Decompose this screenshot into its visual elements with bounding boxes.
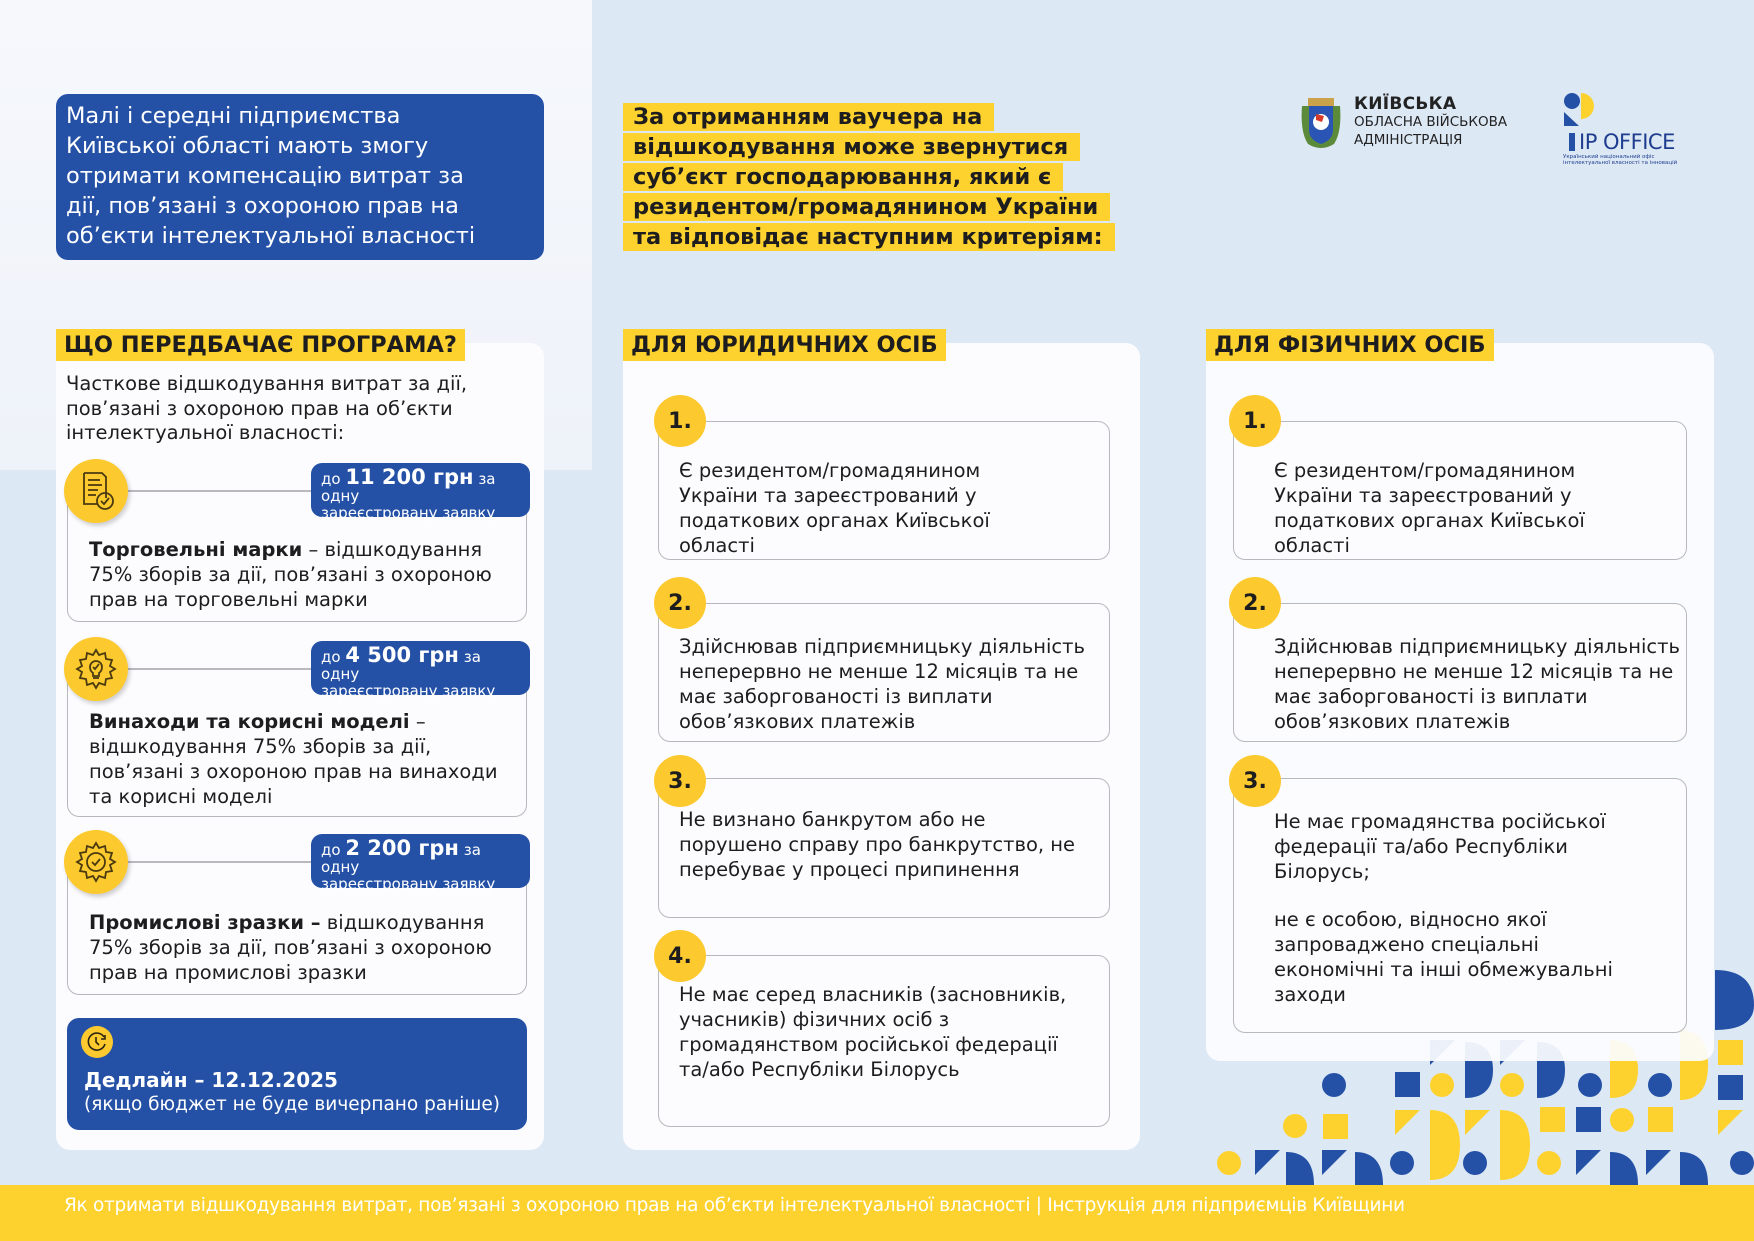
criterion-text: Не має серед власників (засновників, учасників) фізичних осіб з громадянством російської федерації та/або Республіки Білорусь bbox=[679, 983, 1067, 1081]
amount-badge bbox=[311, 641, 530, 700]
program-title: ЩО ПЕРЕДБАЧАЄ ПРОГРАМА? bbox=[56, 329, 465, 361]
intro-line: отримати компенсацію витрат за bbox=[66, 163, 464, 189]
connector-line bbox=[128, 861, 318, 863]
number-badge: 3. bbox=[1229, 755, 1281, 807]
amount-suffix: за одну bbox=[321, 470, 496, 505]
amount-value: 11 200 грн bbox=[345, 465, 474, 489]
ip-office-mark-icon bbox=[1563, 92, 1603, 132]
program-lead: Часткове відшкодування витрат за дії, пов’язані з охороною прав на об’єкти інтелектуальної власності: bbox=[66, 372, 468, 444]
document-check-icon bbox=[64, 459, 128, 523]
ip-card-desc: – відшкодування 75% зборів за дії, пов’язані з охороною прав на винаходи та корисні моделі bbox=[89, 710, 498, 808]
criterion-card bbox=[1233, 603, 1687, 742]
ip-card-desc: відшкодування 75% зборів за дії, пов’язані з охороною прав на промислові зразки bbox=[89, 911, 492, 984]
intro-line: Київської області мають змогу bbox=[66, 133, 429, 159]
individual-title: ДЛЯ ФІЗИЧНИХ ОСІБ bbox=[1206, 329, 1494, 361]
number-badge: 1. bbox=[654, 395, 706, 447]
criterion-card bbox=[658, 421, 1110, 560]
criterion-text: Здійснював підприємницьку діяльність неперервно не менше 12 місяців та не має заборгованості із виплати обов’язкових платежів bbox=[679, 635, 1085, 733]
criterion-card bbox=[658, 603, 1110, 742]
amount-suffix: за одну bbox=[321, 648, 481, 683]
clock-icon bbox=[81, 1026, 113, 1058]
intro-box bbox=[56, 94, 544, 260]
amount-value: 2 200 грн bbox=[345, 836, 459, 860]
footer-bar bbox=[0, 1185, 1754, 1241]
number-badge: 4. bbox=[654, 930, 706, 982]
gear-check-icon bbox=[64, 830, 128, 894]
ip-office-logo bbox=[1563, 92, 1683, 166]
gear-lightbulb-icon bbox=[64, 637, 128, 701]
amount-badge bbox=[311, 834, 530, 893]
amount-suffix: за одну bbox=[321, 841, 481, 876]
kyiv-coat-of-arms-icon bbox=[1298, 92, 1344, 152]
kyiv-logo-line: ОБЛАСНА ВІЙСЬКОВА bbox=[1354, 114, 1508, 130]
amount-value: 4 500 грн bbox=[345, 643, 459, 667]
criterion-text: Не має громадянства російської федерації та/або Республіки Білорусь; bbox=[1274, 810, 1606, 883]
connector-line bbox=[128, 668, 318, 670]
deadline-title: Дедлайн – 12.12.2025 bbox=[84, 1068, 338, 1092]
criteria-intro-line: резидентом/громадянином України bbox=[623, 193, 1110, 221]
amount-prefix: до bbox=[321, 648, 341, 666]
ip-office-name: IP OFFICE bbox=[1579, 130, 1675, 154]
intro-line: об’єкти інтелектуальної власності bbox=[66, 223, 476, 249]
amount-prefix: до bbox=[321, 841, 341, 859]
footer-text: Як отримати відшкодування витрат, пов’язані з охороною прав на об’єкти інтелектуальної власності | Інструкція для підприємців Київщини bbox=[64, 1195, 1405, 1216]
criterion-text: Є резидентом/громадянином України та зареєстрований у податкових органах Київської області bbox=[679, 459, 990, 557]
kyiv-logo-title: КИЇВСЬКА bbox=[1354, 94, 1457, 114]
criterion-text: Не визнано банкрутом або не порушено справу про банкрутство, не перебуває у процесі припинення bbox=[679, 808, 1076, 881]
ip-office-subtitle: Український національний офіс bbox=[1563, 154, 1655, 160]
ip-card-title: Винаходи та корисні моделі bbox=[89, 710, 410, 733]
deadline-box bbox=[67, 1018, 527, 1130]
criteria-intro-line: відшкодування може звернутися bbox=[623, 133, 1080, 161]
amount-prefix: до bbox=[321, 470, 341, 488]
criteria-intro-line: та відповідає наступним критеріям: bbox=[623, 223, 1115, 251]
ip-card-title: Промислові зразки – bbox=[89, 911, 321, 934]
kyiv-administration-logo bbox=[1298, 92, 1507, 152]
intro-line: Малі і середні підприємства bbox=[66, 103, 401, 129]
criterion-card bbox=[658, 778, 1110, 918]
amount-line2: зареєстровану заявку bbox=[321, 504, 496, 522]
amount-line2: зареєстровану заявку bbox=[321, 682, 496, 700]
number-badge: 2. bbox=[1229, 577, 1281, 629]
criterion-text: Здійснював підприємницьку діяльність неперервно не менше 12 місяців та не має заборгованості із виплати обов’язкових платежів bbox=[1274, 635, 1680, 733]
amount-badge bbox=[311, 463, 530, 522]
criteria-intro bbox=[623, 102, 1143, 252]
criterion-card bbox=[1233, 421, 1687, 560]
criterion-card bbox=[658, 955, 1110, 1127]
ip-office-subtitle: інтелектуальної власності та інновацій bbox=[1563, 160, 1678, 166]
amount-line2: зареєстровану заявку bbox=[321, 875, 496, 893]
ip-card-desc: – відшкодування 75% зборів за дії, пов’язані з охороною прав на торговельні марки bbox=[89, 538, 492, 611]
number-badge: 3. bbox=[654, 755, 706, 807]
criterion-card bbox=[1233, 778, 1687, 1033]
intro-line: дії, пов’язані з охороною прав на bbox=[66, 193, 459, 219]
criterion-text-2: не є особою, відносно якої запроваджено спеціальні економічні та інші обмежувальні заходи bbox=[1274, 908, 1613, 1006]
deadline-note: (якщо бюджет не буде вичерпано раніше) bbox=[84, 1094, 500, 1115]
number-badge: 2. bbox=[654, 577, 706, 629]
connector-line bbox=[128, 490, 318, 492]
criteria-intro-line: За отриманням ваучера на bbox=[623, 103, 994, 131]
kyiv-logo-line: АДМІНІСТРАЦІЯ bbox=[1354, 132, 1463, 148]
ip-card-title: Торговельні марки bbox=[89, 538, 303, 561]
legal-title: ДЛЯ ЮРИДИЧНИХ ОСІБ bbox=[623, 329, 946, 361]
criterion-text: Є резидентом/громадянином України та зареєстрований у податкових органах Київської області bbox=[1274, 459, 1585, 557]
criteria-intro-line: суб’єкт господарювання, який є bbox=[623, 163, 1063, 191]
number-badge: 1. bbox=[1229, 395, 1281, 447]
